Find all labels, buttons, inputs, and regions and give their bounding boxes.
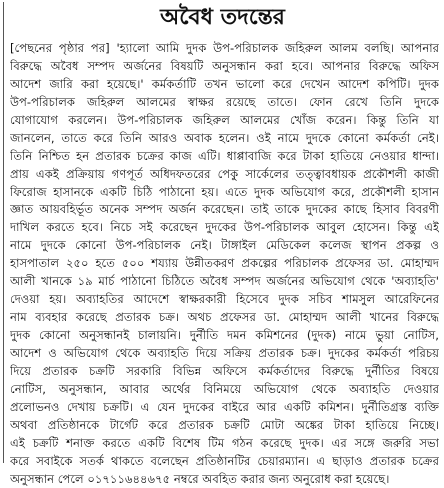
article-line: আদেশ জারি করা হয়েছে।' কর্মকর্তাটি তখন ভালো করে দেখেন আদেশ কপিটি। দুদক: [10, 76, 439, 94]
article-line: তিনি নিশ্চিত হন প্রতারক চক্রের কাজ এটি। ধাপ্পাবাজি করে টাকা হাতিয়ে নেওয়ার ধান্দা।: [10, 148, 439, 166]
article-line: যোগাযোগ করলেন। উপ-পরিচালক জহিরুল আলমের খোঁজ করেন। কিন্তু তিনি যা: [10, 112, 439, 130]
article-line: জানলেন, তাতে করে তিনি আরও অবাক হলেন। ওই নামে দুদকে কোনো কর্মকর্তা নেই।: [10, 130, 439, 148]
article-line: প্রায় একই প্রক্রিয়ায় গণপূর্ত অধিদফতরের পেকু সার্কেলের তত্ত্বাবধায়ক প্রকৌশলী কাজী: [10, 166, 439, 184]
article-body: [10, 40, 439, 488]
article-line: নাম ব্যবহার করেছে প্রতারক চক্র। অথচ প্রফেসর ডা. মোহাম্মদ আলী খানের বিরুদ্ধে: [10, 309, 439, 327]
article-line: দাখিল করতে হবে। নিচে সই করেছেন দুদকের উপ-পরিচালক আবুল হোসেন। কিন্তু এই: [10, 219, 439, 237]
article-line: ফিরোজ হাসানকে একটি চিঠি পাঠানো হয়। এতে দুদক অভিযোগ করে, প্রকৌশলী হাসান: [10, 184, 439, 202]
newspaper-clipping: [3, 2, 441, 463]
article-line: করে সবাইকে সতর্ক থাকতে বলেছেন প্রতিষ্ঠানটির চেয়ারম্যান। এ ছাড়াও প্রতারক চক্রের: [10, 453, 439, 471]
article-line: [পেছনের পৃষ্ঠার পর] 'হ্যালো আমি দুদক উপ-পরিচালক জহিরুল আলম বলছি। আপনার: [10, 40, 439, 58]
article-line: দিয়ে প্রতারক চক্রটি সরকারি বিভিন্ন অফিসে কর্মকর্তাদের বিরুদ্ধে দুর্নীতির বিষয়ে: [10, 363, 439, 381]
article-line: হাসপাতাল ২৫০ হতে ৫০০ শয্যায় উন্নীতকরণ প্রকল্পের পরিচালক প্রফেসর ডা. মোহাম্মদ: [10, 255, 439, 273]
article-line: নামে দুদকে কোনো উপ-পরিচালক নেই। টাঙ্গাইল মেডিকেল কলেজ স্থাপন প্রকল্প ও: [10, 237, 439, 255]
article-line: দেওয়া হয়। অব্যাহতির আদেশে স্বাক্ষরকারী হিসেবে দুদক সচিব শামসুল আরেফিনের: [10, 291, 439, 309]
article-line: অনুসন্ধান পেলে ০১৭১১৬৪৪৬৭৫ নম্বরে অবহিত করার জন্য অনুরোধ করা হয়েছে।: [10, 471, 439, 488]
article-line: আলী খানকে ১৯ মার্চ পাঠানো চিঠিতে অবৈধ সম্পদ অর্জনের অভিযোগ থেকে 'অব্যাহতি': [10, 273, 439, 291]
headline: অবৈধ তদন্তের: [4, 2, 441, 32]
article-line: এই চক্রটি শনাক্ত করতে একটি বিশেষ টিম গঠন করেছে দুদক। এর সঙ্গে জরুরি সভা: [10, 435, 439, 453]
article-line: আদেশ ও অভিযোগ থেকে অব্যাহতি দিয়ে সক্রিয় প্রতারক চক্র। দুদকের কর্মকর্তা পরিচয়: [10, 345, 439, 363]
article-line: জ্ঞাত আয়বহির্ভূত অনেক সম্পদ অর্জন করেছেন। তাই তাকে দুদকের কাছে হিসাব বিবরণী: [10, 201, 439, 219]
article-line: অথবা প্রতিষ্ঠানকে টার্গেট করে প্রতারক চক্রটি মোটা অঙ্কের টাকা হাতিয়ে নিচ্ছে।: [10, 417, 439, 435]
article-line: নোটিস, অনুসন্ধান, আবার অর্থের বিনিময়ে অভিযোগ থেকে অব্যাহতি দেওয়ার: [10, 381, 439, 399]
article-line: উপ-পরিচালক জহিরুল আলমের স্বাক্ষর রয়েছে তাতে। ফোন রেখে তিনি দুদকে: [10, 94, 439, 112]
article-line: প্রলোভনও দেখায় চক্রটি। এ যেন দুদকের বাইরে আর একটি কমিশন। দুর্নীতিগ্রস্ত ব্যক্তি: [10, 399, 439, 417]
article-line: বিরুদ্ধে অবৈধ সম্পদ অর্জনের বিষয়টি অনুসন্ধান করা হবে। আপনার বিরুদ্ধে অফিস: [10, 58, 439, 76]
article-line: দুদক কোনো অনুসন্ধানই চালায়নি। দুর্নীতি দমন কমিশনের (দুদক) নামে ভুয়া নোটিস,: [10, 327, 439, 345]
